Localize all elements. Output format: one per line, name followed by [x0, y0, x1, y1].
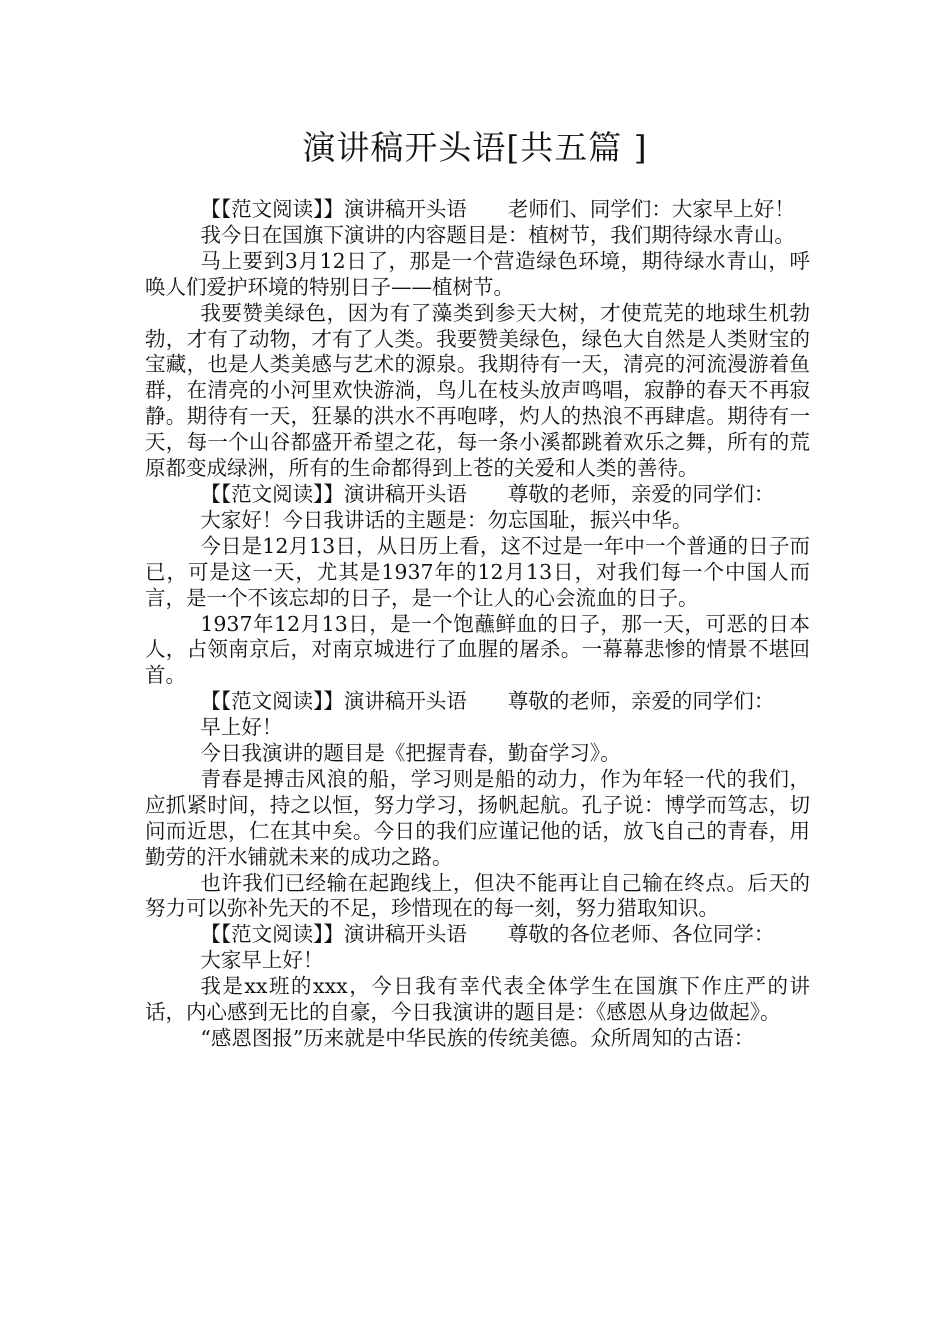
paragraph: 【【范文阅读】】演讲稿开头语 尊敬的各位老师、各位同学：	[200, 922, 775, 947]
document-title: 演讲稿开头语[共五篇 ]	[302, 128, 648, 167]
document-body	[145, 197, 810, 1052]
paragraph: 青春是搏击风浪的船，学习则是船的动力，作为年轻一代的我们，应抓紧时间，持之以恒，努力学习，扬帆起航。孔子说：博学而笃志，切问而近思，仁在其中矣。今日的我们应谨记他的话，放飞自己的青春，用勤劳的汗水铺就未来的成功之路。	[145, 766, 810, 869]
paragraph: 【【范文阅读】】演讲稿开头语 尊敬的老师，亲爱的同学们：	[200, 481, 775, 506]
paragraph: 大家好！今日我讲话的主题是：勿忘国耻，振兴中华。	[200, 507, 693, 532]
paragraph: 今日是12月13日，从日历上看，这不过是一年中一个普通的日子而已，可是这一天，尤其是1937年的12月13日，对我们每一个中国人而言，是一个不该忘却的日子，是一个让人的心会流血的日子。	[145, 533, 810, 610]
paragraph: 早上好！	[200, 715, 283, 740]
paragraph: 【【范文阅读】】演讲稿开头语 老师们、同学们：大家早上好！	[200, 197, 795, 221]
paragraph: 大家早上好！	[200, 948, 324, 973]
paragraph: 今日我演讲的题目是《把握青春，勤奋学习》。	[200, 741, 621, 766]
paragraph: “感恩图报”历来就是中华民族的传统美德。众所周知的古语：	[200, 1026, 755, 1050]
paragraph: 我要赞美绿色，因为有了藻类到参天大树，才使荒芜的地球生机勃勃，才有了动物，才有了人类。我要赞美绿色，绿色大自然是人类财宝的宝藏，也是人类美感与艺术的源泉。我期待有一天，清亮的河流漫游着鱼群，在清亮的小河里欢快游淌，鸟儿在枝头放声鸣唱，寂静的春天不再寂静。期待有一天，狂暴的洪水不再咆哮，灼人的热浪不再肆虐。期待有一天，每一个山谷都盛开希望之花，每一条小溪都跳着欢乐之舞，所有的荒原都变成绿洲，所有的生命都得到上苍的关爱和人类的善待。	[145, 300, 810, 481]
paragraph: 马上要到3月12日了，那是一个营造绿色环境，期待绿水青山，呼唤人们爱护环境的特别日子——植树节。	[145, 248, 810, 299]
paragraph: 1937年12月13日，是一个饱蘸鲜血的日子，那一天，可恶的日本人，占领南京后，对南京城进行了血腥的屠杀。一幕幕悲惨的情景不堪回首。	[145, 611, 810, 688]
paragraph: 我今日在国旗下演讲的内容题目是：植树节，我们期待绿水青山。	[200, 222, 795, 247]
paragraph: 也许我们已经输在起跑线上，但决不能再让自己输在终点。后天的努力可以弥补先天的不足，珍惜现在的每一刻，努力猎取知识。	[145, 870, 810, 921]
paragraph: 【【范文阅读】】演讲稿开头语 尊敬的老师，亲爱的同学们：	[200, 689, 775, 714]
paragraph: 我是xx班的xxx，今日我有幸代表全体学生在国旗下作庄严的讲话，内心感到无比的自豪，今日我演讲的题目是：《感恩从身边做起》。	[145, 974, 810, 1025]
